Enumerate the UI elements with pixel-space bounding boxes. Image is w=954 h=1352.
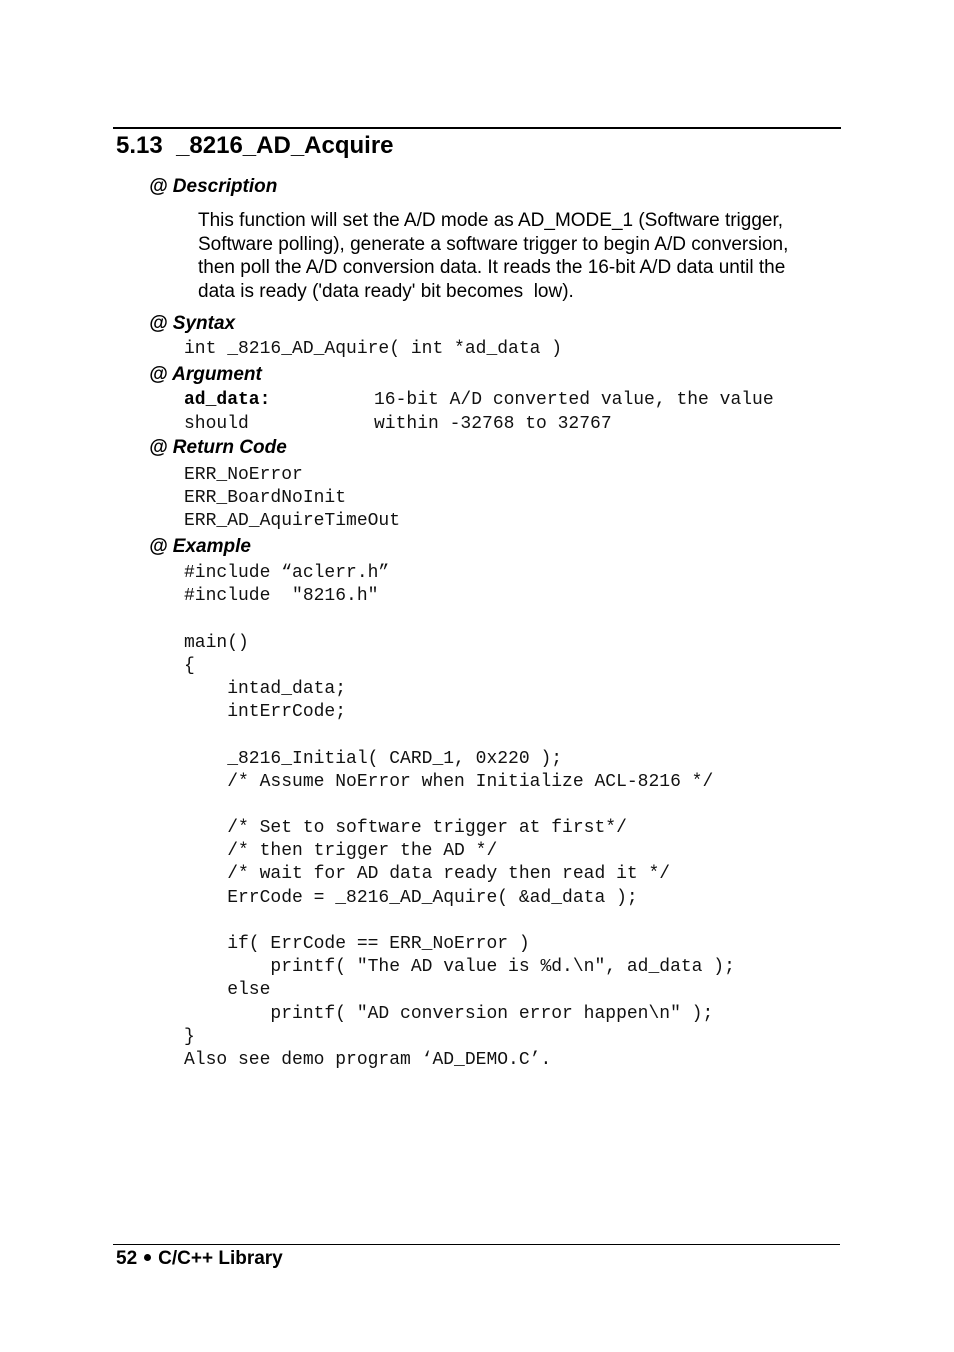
- code-line: main(): [184, 632, 249, 653]
- code-line: /* wait for AD data ready then read it */: [184, 864, 671, 885]
- header-rule: [113, 127, 841, 129]
- code-line: intErrCode;: [184, 702, 347, 723]
- argument-description-line1: 16-bit A/D converted value, the value: [374, 390, 774, 410]
- section-example-label: @ Example: [149, 536, 251, 557]
- return-code-item: ERR_AD_AquireTimeOut: [184, 511, 401, 531]
- footer-title: C/C++ Library: [158, 1248, 283, 1269]
- code-line: #include "8216.h": [184, 586, 379, 607]
- description-line: This function will set the A/D mode as AD_MODE_1 (Software trigger,: [198, 210, 784, 231]
- code-line: Also see demo program ‘AD_DEMO.C’.: [184, 1049, 552, 1070]
- page-number: 52: [116, 1248, 138, 1269]
- page-title: [116, 132, 394, 160]
- code-line: printf( "AD conversion error happen\n" );: [184, 1003, 714, 1024]
- section-syntax-label: @ Syntax: [149, 313, 236, 334]
- return-code-item: ERR_BoardNoInit: [184, 488, 347, 508]
- section-return-code-label: @ Return Code: [149, 437, 287, 458]
- argument-should-text: should: [184, 414, 249, 434]
- code-line: _8216_Initial( CARD_1, 0x220 );: [184, 748, 563, 769]
- argument-name: ad_data:: [184, 390, 271, 410]
- footer-rule: [113, 1244, 840, 1245]
- code-line: [184, 724, 735, 747]
- code-line: if( ErrCode == ERR_NoError ): [184, 934, 530, 954]
- code-line: }: [184, 1026, 195, 1047]
- section-description-label: @ Description: [149, 176, 278, 197]
- page-footer: [116, 1248, 283, 1270]
- code-line: printf( "The AD value is %d.\n", ad_data );: [184, 957, 735, 978]
- description-line: then poll the A/D conversion data. It reads the 16-bit A/D data until the: [198, 257, 786, 278]
- syntax-code: int _8216_AD_Aquire( int *ad_data ): [184, 339, 563, 359]
- code-line: else: [184, 980, 271, 1001]
- section-number: 5.13: [116, 132, 163, 159]
- argument-description-line2: within -32768 to 32767: [374, 414, 612, 434]
- bullet-icon: [144, 1254, 151, 1261]
- code-line: [184, 608, 735, 631]
- return-code-item: ERR_NoError: [184, 465, 303, 485]
- code-line: #include “aclerr.h”: [184, 563, 390, 583]
- section-argument-label: @ Argument: [149, 364, 262, 385]
- description-line: Software polling), generate a software trigger to begin A/D conversion,: [198, 233, 789, 255]
- code-line: {: [184, 655, 195, 676]
- description-text: [198, 209, 848, 303]
- code-line: /* then trigger the AD */: [184, 841, 498, 862]
- code-line: [184, 910, 735, 933]
- example-code-block: [184, 562, 735, 1072]
- code-line: /* Set to software trigger at first*/: [184, 818, 627, 839]
- code-line: ErrCode = _8216_AD_Aquire( &ad_data );: [184, 887, 638, 908]
- description-line: data is ready ('data ready' bit becomes low).: [198, 280, 574, 302]
- code-line: [184, 794, 735, 817]
- code-line: /* Assume NoError when Initialize ACL-8216 */: [184, 771, 714, 792]
- function-name: _8216_AD_Acquire: [176, 132, 394, 159]
- code-line: intad_data;: [184, 678, 347, 699]
